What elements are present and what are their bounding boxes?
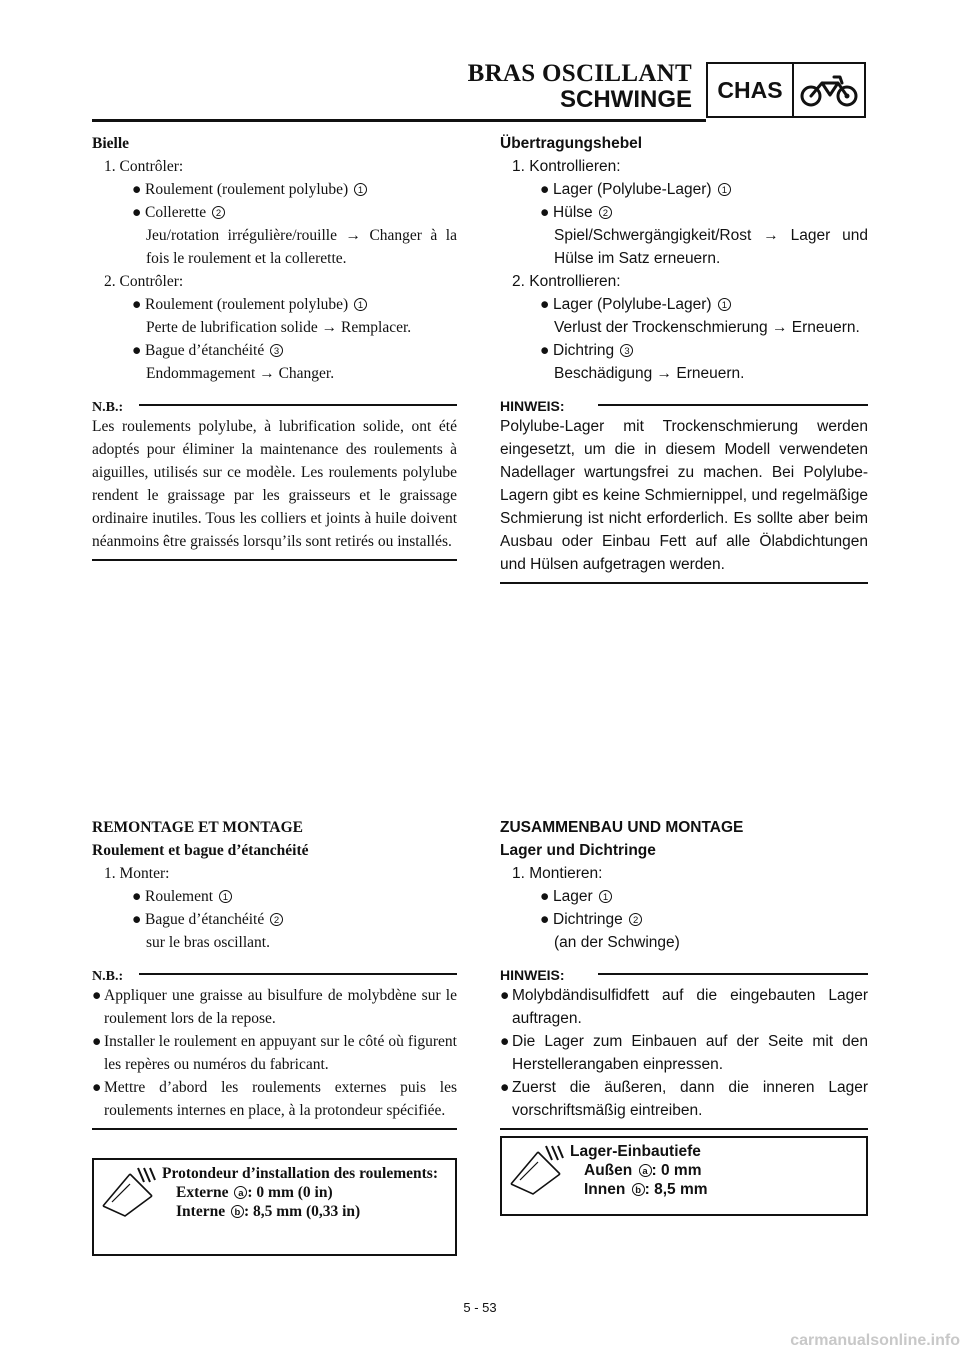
- de-item-3: ● Lager (Polylube-Lager) 1: [500, 293, 868, 316]
- fr-heading: Bielle: [92, 135, 130, 152]
- fr-item-1: ● Roulement (roulement polylube) 1: [92, 178, 457, 201]
- de-spec-text: [570, 1142, 708, 1199]
- fr-item-3: ● Roulement (roulement polylube) 1: [92, 293, 457, 316]
- page-number: 5 - 53: [463, 1300, 497, 1315]
- de-spec-box: [500, 1136, 868, 1216]
- de-heading: Übertragungshebel: [500, 135, 643, 152]
- de-item-2: ● Hülse 2: [500, 201, 868, 224]
- watermark: carmanualsonline.info: [790, 1332, 960, 1349]
- list-item: ● Mettre d’abord les roulements externes puis les roulements internes en place, à la protondeur spécifiée.: [92, 1079, 457, 1119]
- de-step-1: 1. Kontrollieren:: [512, 158, 621, 175]
- de-item-4-desc: Beschädigung → Erneuern.: [554, 365, 745, 382]
- fr-assembly-note-header: N.B.:: [92, 964, 457, 984]
- fr-assembly-heading: REMONTAGE ET MONTAGE: [92, 819, 303, 836]
- de-assembly-item-2-desc: (an der Schwinge): [554, 934, 680, 951]
- fr-spec-text: [162, 1164, 438, 1221]
- depth-tool-icon: [100, 1166, 156, 1218]
- list-item: ● Molybdändisulfidfett auf die eingebauten Lager auftragen.: [500, 987, 868, 1027]
- de-item-1: ● Lager (Polylube-Lager) 1: [500, 178, 868, 201]
- de-item-3-desc: Verlust der Trockenschmierung → Erneuern.: [554, 319, 860, 336]
- list-item: ● Die Lager zum Einbauen auf der Seite mit den Herstellerangaben einpressen.: [500, 1033, 868, 1073]
- fr-note-body: Les roulements polylube, à lubrification solide, ont été adoptés pour éliminer la maintenance des roulements à aiguilles, utilisés sur ce modèle. Les roulements polylube rendent le graissage par les graisseurs et le graissage ordinaire inutiles. Tous les colliers et joints à huile doivent néanmoins être graissés lorsqu’ils sont retirés ou installés.: [92, 415, 457, 561]
- de-spec-title: Lager-Einbautiefe: [570, 1143, 701, 1160]
- de-step-2: 2. Kontrollieren:: [512, 273, 621, 290]
- fr-spec-line-2: Interne b : 8,5 mm (0,33 in): [176, 1203, 361, 1220]
- list-item: ● Zuerst die äußeren, dann die inneren Lager vorschriftsmäßig eintreiben.: [500, 1079, 868, 1119]
- fr-assembly-note-body: [92, 984, 457, 1130]
- fr-item-3-desc: Perte de lubrification solide → Remplacer.: [146, 319, 412, 336]
- de-assembly-section: [500, 816, 868, 1130]
- fr-item-4-desc: Endommagement → Changer.: [146, 365, 335, 382]
- de-assembly-subheading: Lager und Dichtringe: [500, 842, 656, 859]
- fr-inspection-section: [92, 132, 457, 561]
- fr-assembly-item-1: ● Roulement 1: [92, 885, 457, 908]
- fr-assembly-item-2-desc: sur le bras oscillant.: [146, 934, 270, 951]
- fr-step-1: 1. Contrôler:: [104, 158, 184, 175]
- header-rule: [92, 119, 706, 122]
- fr-spec-box: [92, 1158, 457, 1256]
- list-item: ● Installer le roulement en appuyant sur le côté où figurent les repères ou numéros du fabricant.: [92, 1033, 457, 1073]
- list-item: ● Appliquer une graisse au bisulfure de molybdène sur le roulement lors de la repose.: [92, 987, 457, 1027]
- de-assembly-item-2: ● Dichtringe 2: [500, 908, 868, 931]
- de-item-4: ● Dichtring 3: [500, 339, 868, 362]
- de-assembly-note-body: [500, 984, 868, 1130]
- fr-spec-title: Protondeur d’installation des roulements:: [162, 1165, 439, 1182]
- de-note-header: HINWEIS:: [500, 395, 868, 415]
- fr-assembly-item-2: ● Bague d’étanchéité 2: [92, 908, 457, 931]
- section-label: CHAS: [708, 64, 794, 116]
- section-badge: [706, 62, 866, 118]
- fr-item-4: ● Bague d’étanchéité 3: [92, 339, 457, 362]
- fr-item-2-desc: Jeu/rotation irrégulière/rouille → Changer à la fois le roulement et la collerette.: [146, 227, 457, 267]
- fr-assembly-subheading: Roulement et bague d’étanchéité: [92, 842, 309, 859]
- de-spec-line-1: Außen a : 0 mm: [584, 1162, 702, 1179]
- de-assembly-heading: ZUSAMMENBAU UND MONTAGE: [500, 819, 744, 836]
- fr-item-2: ● Collerette 2: [92, 201, 457, 224]
- motorcycle-icon: [794, 64, 864, 116]
- de-note-body: Polylube-Lager mit Trockenschmierung werden eingesetzt, um die in diesem Modell verwendeten Nadellager wartungsfrei zu machen. Bei Polylube-Lagern gibt es keine Schmiernippel, und regelmäßige Schmierung ist nicht erforderlich. Es sollte aber beim Ausbau oder Einbau Fett auf alle Ölabdichtungen und Hülsen aufgetragen werden.: [500, 415, 868, 584]
- de-assembly-note-header: HINWEIS:: [500, 964, 868, 984]
- depth-tool-icon: [508, 1144, 564, 1196]
- de-assembly-step-1: 1. Montieren:: [512, 865, 603, 882]
- header-title-fr: BRAS OSCILLANT: [467, 60, 692, 87]
- fr-assembly-section: [92, 816, 457, 1130]
- de-spec-line-2: Innen b : 8,5 mm: [584, 1181, 708, 1198]
- fr-step-2: 2. Contrôler:: [104, 273, 184, 290]
- fr-note-header: N.B.:: [92, 395, 457, 415]
- de-assembly-item-1: ● Lager 1: [500, 885, 868, 908]
- de-inspection-section: [500, 132, 868, 584]
- fr-assembly-step-1: 1. Monter:: [104, 865, 170, 882]
- fr-spec-line-1: Externe a : 0 mm (0 in): [176, 1184, 333, 1201]
- de-item-2-desc: Spiel/Schwergängigkeit/Rost → Lager und Hülse im Satz erneuern.: [554, 227, 868, 267]
- header-title-de: SCHWINGE: [560, 86, 692, 113]
